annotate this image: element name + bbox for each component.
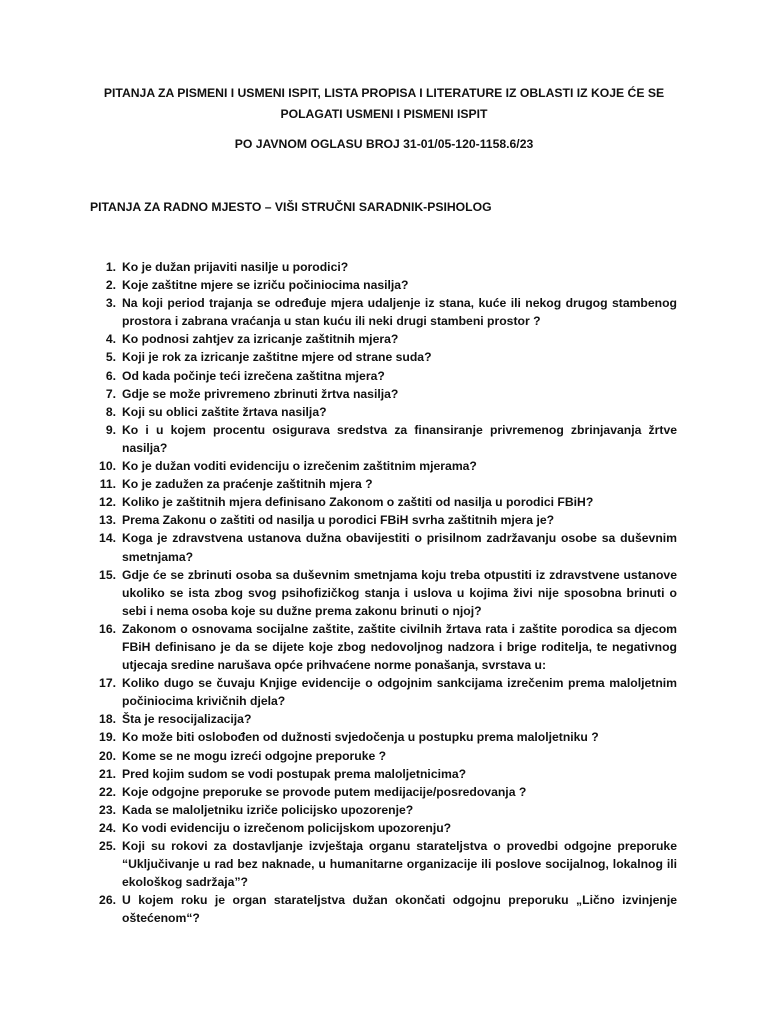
question-number: 23. xyxy=(99,802,116,817)
question-text: Koliko je zaštitnih mjera definisano Zakonom o zaštiti od nasilja u porodici FBiH? xyxy=(122,495,594,510)
question-number: 20. xyxy=(99,748,116,763)
question-item xyxy=(0,728,768,746)
question-text: Ko može biti oslobođen od dužnosti svjedočenja u postupku prema maloljetniku ? xyxy=(122,730,599,745)
question-text: Zakonom o osnovama socijalne zaštite, zaštite civilnih žrtava rata i zaštite porodica sa djecom FBiH definisano je da se dijete koje zbog nedovoljnog nadzora i brige roditelja, te negativnog utjecaja sredine narušava opće prihvaćene norme ponašanja, svrstava u: xyxy=(122,621,677,673)
question-text: Gdje će se zbrinuti osoba sa duševnim smetnjama koju treba otpustiti iz zdravstvene ustanove ukoliko se ista zbog svog psihofizičkog stanja i uslova u kojima živi nije sposobna brinuti o sebi i nema osoba koje su dužne prema zakonu brinuti o njoj? xyxy=(122,567,677,618)
question-text: Koga je zdravstvena ustanova dužna obavijestiti o prisilnom zadržavanju osobe sa duševnim smetnjama? xyxy=(122,531,677,564)
question-item xyxy=(0,674,768,710)
section-title: PITANJA ZA RADNO MJESTO – VIŠI STRUČNI SARADNIK-PSIHOLOG xyxy=(90,200,492,214)
question-number: 9. xyxy=(105,422,116,437)
question-item xyxy=(0,620,768,674)
question-text: Koliko dugo se čuvaju Knjige evidencije o odgojnim sankcijama izrečenim prema maloljetnim počiniocima krivičnih djela? xyxy=(122,676,677,709)
question-text: Ko je zadužen za praćenje zaštitnih mjera ? xyxy=(122,477,373,492)
question-text: Koje odgojne preporuke se provode putem medijacije/posredovanja ? xyxy=(122,784,527,799)
question-number: 5. xyxy=(105,350,116,365)
question-number: 1. xyxy=(105,260,116,274)
question-number: 18. xyxy=(99,712,116,727)
question-item xyxy=(0,801,768,819)
question-item xyxy=(0,783,768,801)
question-item xyxy=(0,529,768,565)
document-subtitle: PO JAVNOM OGLASU BROJ 31-01/05-120-1158.6/23 xyxy=(234,137,534,151)
question-text: Kada se maloljetniku izriče policijsko upozorenje? xyxy=(122,802,414,817)
question-number: 14. xyxy=(99,531,116,546)
question-number: 24. xyxy=(99,820,116,835)
question-text: Koji su rokovi za dostavljanje izvještaja organu starateljstva o provedbi odgojne preporuke “Uključivanje u rad bez naknade, u humanitarne organizacije ili poslove socijalnog, lokalnog ili ekološkog sadržaja”? xyxy=(122,839,677,890)
question-text: Šta je resocijalizacija? xyxy=(122,712,252,727)
question-number: 12. xyxy=(99,495,116,510)
question-text: Ko je dužan voditi evidenciju o izrečenim zaštitnim mjerama? xyxy=(122,459,477,474)
question-item xyxy=(0,710,768,728)
question-item xyxy=(0,475,768,493)
question-number: 11. xyxy=(99,477,116,492)
question-text: U kojem roku je organ starateljstva dužan okončati odgojnu preporuku „Lično izvinjenje oštećenom“? xyxy=(122,893,677,926)
question-item xyxy=(0,421,768,457)
question-item xyxy=(0,837,768,891)
question-list xyxy=(0,258,768,927)
question-number: 4. xyxy=(105,332,116,347)
question-number: 15. xyxy=(99,567,116,582)
question-text: Ko je dužan prijaviti nasilje u porodici? xyxy=(122,260,349,274)
question-text: Ko i u kojem procentu osigurava sredstva za finansiranje privremenog zbrinjavanja žrtve nasilja? xyxy=(122,422,677,455)
question-item xyxy=(0,511,768,529)
question-text: Koji su oblici zaštite žrtava nasilja? xyxy=(122,404,327,419)
question-number: 19. xyxy=(99,730,116,745)
question-text: Ko vodi evidenciju o izrečenom policijskom upozorenju? xyxy=(122,820,452,835)
question-text: Na koji period trajanja se određuje mjera udaljenje iz stana, kuće ili nekog drugog stambenog prostora i zabrana vraćanja u stan kuću ili neki drugi stambeni prostor ? xyxy=(122,296,677,329)
question-text: Od kada počinje teći izrečena zaštitna mjera? xyxy=(122,368,385,383)
question-item xyxy=(0,493,768,511)
question-text: Gdje se može privremeno zbrinuti žrtva nasilja? xyxy=(122,386,399,401)
question-text: Kome se ne mogu izreći odgojne preporuke ? xyxy=(122,748,387,763)
question-number: 17. xyxy=(99,676,116,691)
question-item xyxy=(0,385,768,403)
question-number: 6. xyxy=(105,368,116,383)
question-number: 13. xyxy=(99,513,116,528)
question-number: 2. xyxy=(105,278,116,293)
question-item xyxy=(0,403,768,421)
question-number: 8. xyxy=(105,404,116,419)
question-item xyxy=(0,765,768,783)
question-text: Koje zaštitne mjere se izriču počiniocima nasilja? xyxy=(122,278,409,293)
question-item xyxy=(0,891,768,927)
question-text: Pred kojim sudom se vodi postupak prema maloljetnicima? xyxy=(122,766,467,781)
question-text: Koji je rok za izricanje zaštitne mjere od strane suda? xyxy=(122,350,432,365)
question-number: 22. xyxy=(99,784,116,799)
question-text: Prema Zakonu o zaštiti od nasilja u porodici FBiH svrha zaštitnih mjera je? xyxy=(122,513,555,528)
question-item xyxy=(0,566,768,620)
question-number: 3. xyxy=(105,296,116,311)
question-item xyxy=(0,276,768,294)
question-number: 26. xyxy=(99,893,116,908)
document-title: PITANJA ZA PISMENI I USMENI ISPIT, LISTA PROPISA I LITERATURE IZ OBLASTI IZ KOJE ĆE SE POLAGATI USMENI I PISMENI ISPIT xyxy=(103,86,665,121)
question-item xyxy=(0,367,768,385)
question-text: Ko podnosi zahtjev za izricanje zaštitnih mjera? xyxy=(122,332,399,347)
question-item xyxy=(0,294,768,330)
question-item xyxy=(0,819,768,837)
question-item xyxy=(0,330,768,348)
question-number: 21. xyxy=(99,766,116,781)
question-item xyxy=(0,258,768,276)
question-item xyxy=(0,457,768,475)
question-number: 25. xyxy=(99,839,116,853)
question-item xyxy=(0,747,768,765)
question-number: 16. xyxy=(99,621,116,636)
question-item xyxy=(0,348,768,366)
question-number: 10. xyxy=(99,459,116,474)
question-number: 7. xyxy=(105,386,116,401)
